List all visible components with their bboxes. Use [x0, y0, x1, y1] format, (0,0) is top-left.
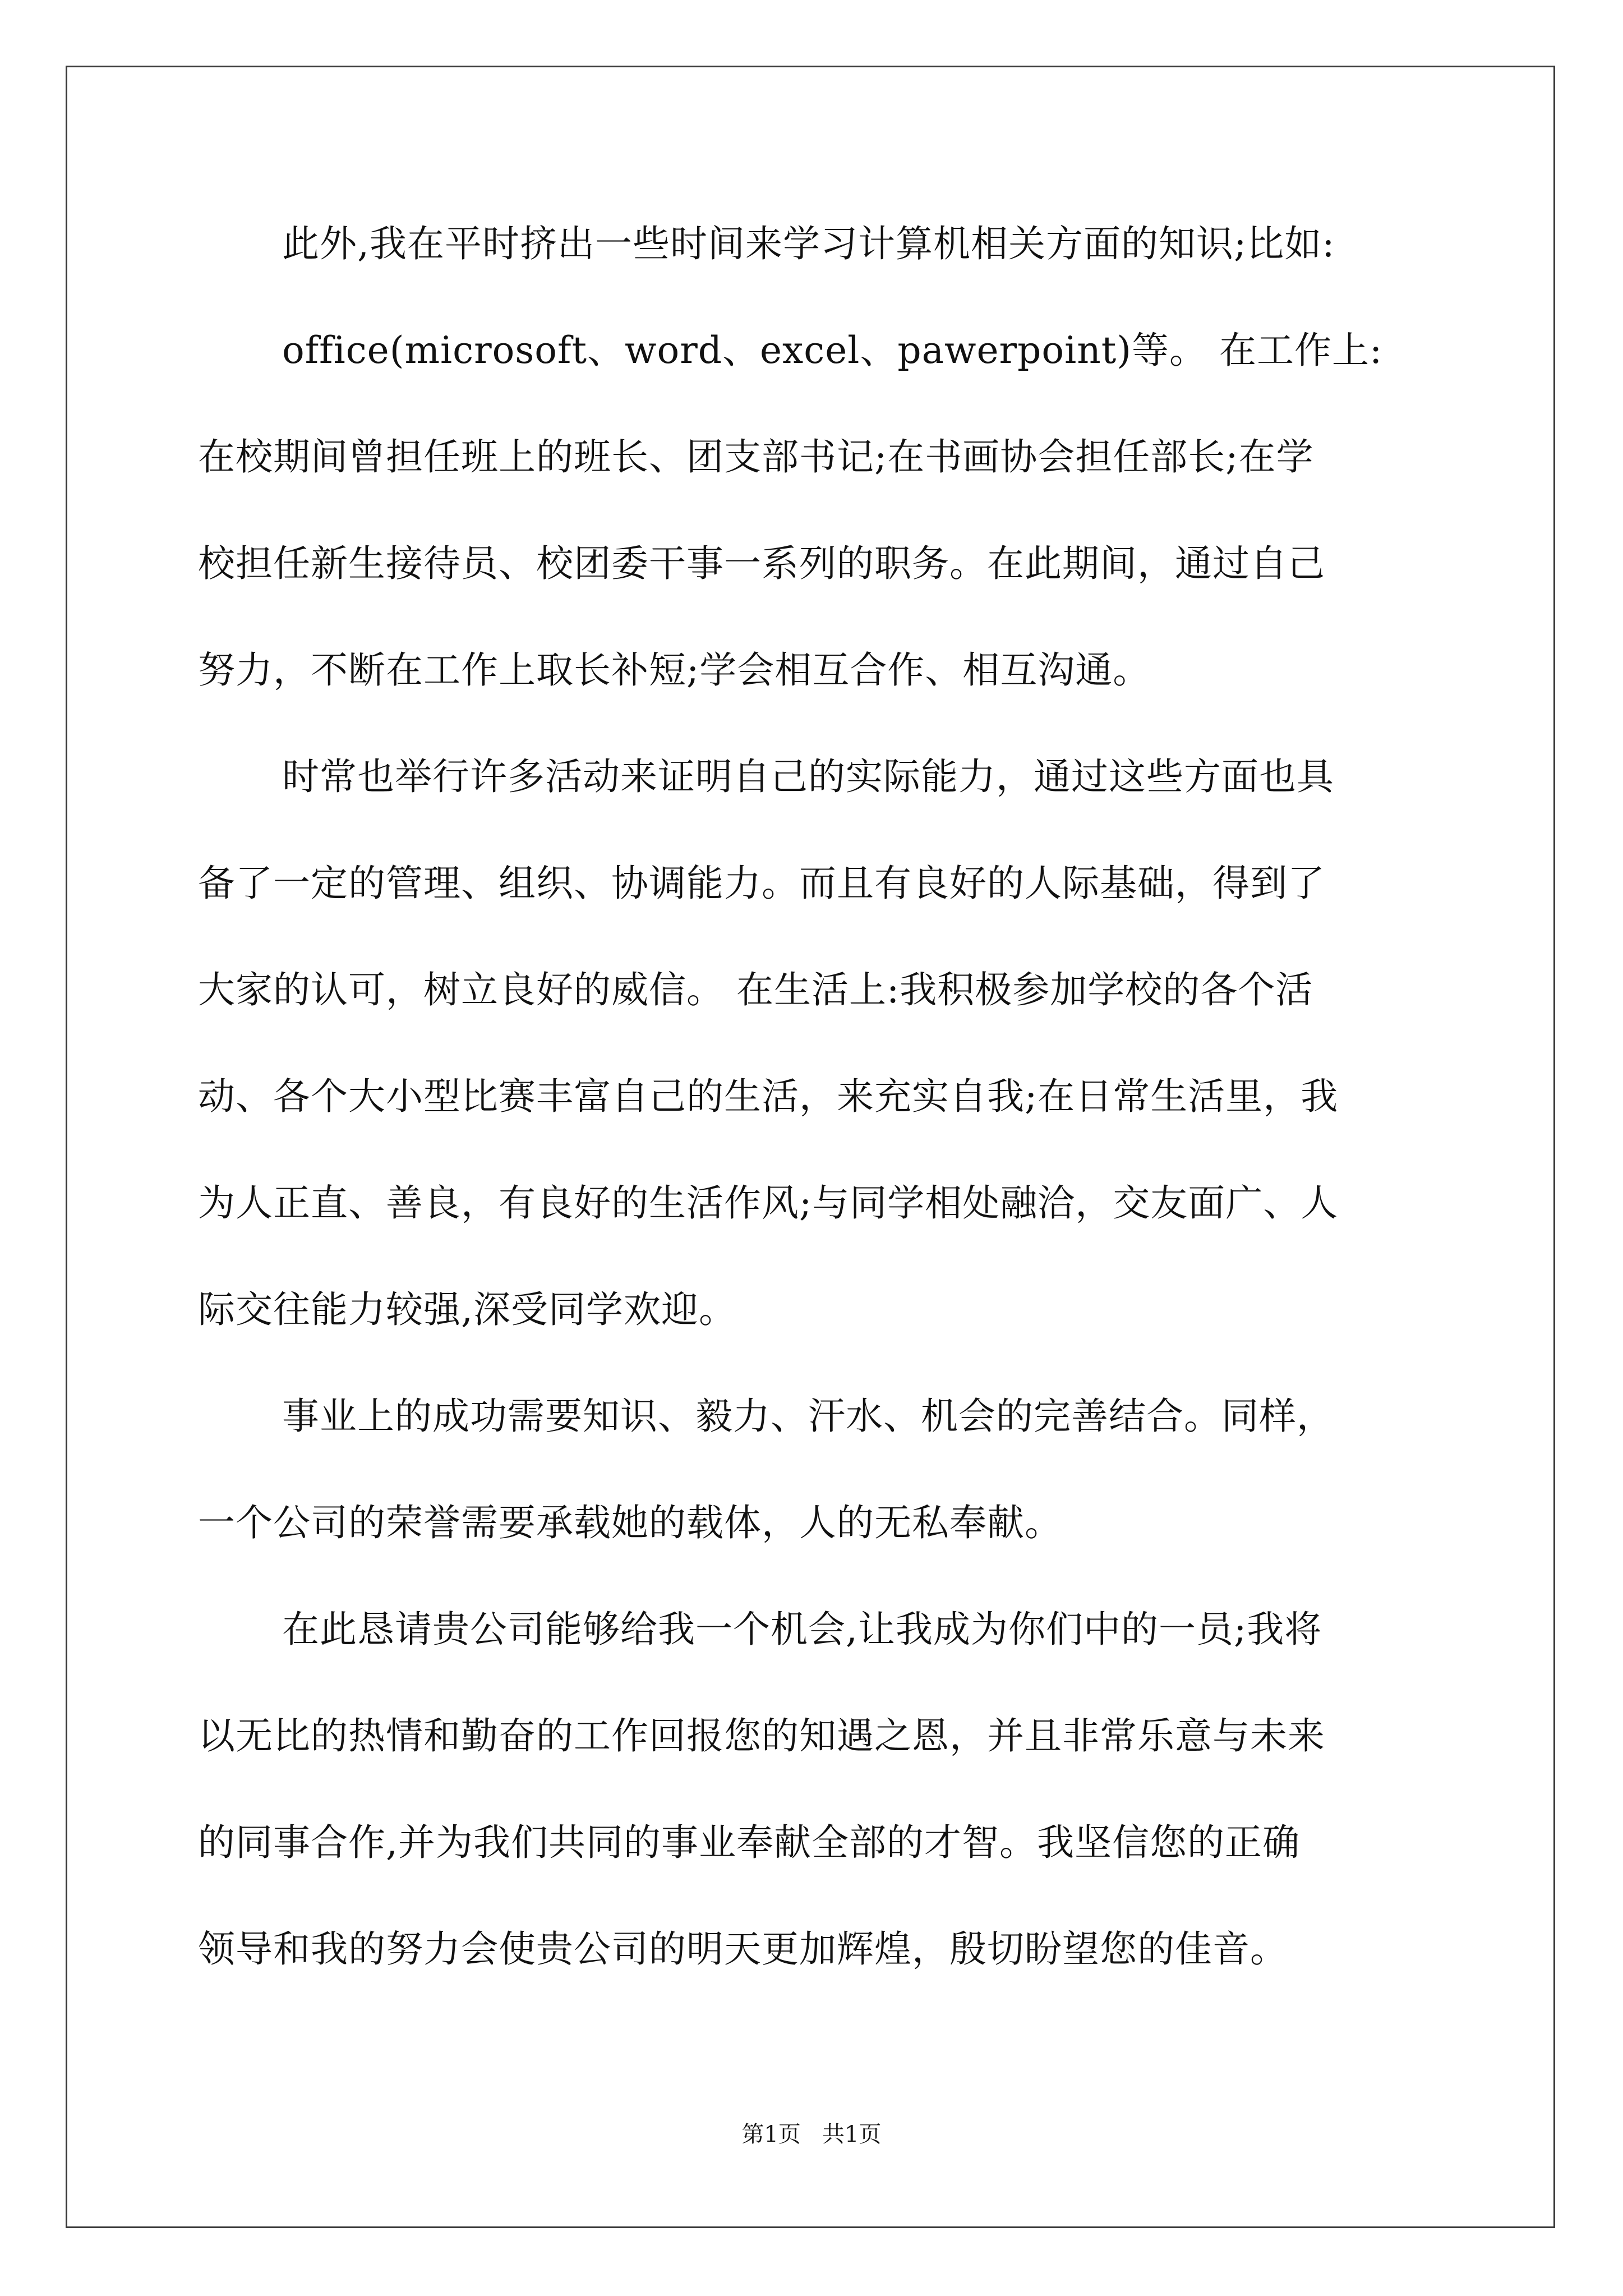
text-line-7: 备了一定的管理、组织、协调能力。而且有良好的人际基础，得到了	[198, 862, 1325, 905]
text-line-1: 此外,我在平时挤出一些时间来学习计算机相关方面的知识;比如:	[282, 222, 1335, 265]
text-line-17: 领导和我的努力会使贵公司的明天更加辉煌，殷切盼望您的佳音。	[198, 1927, 1288, 1971]
text-line-9: 动、各个大小型比赛丰富自己的生活，来充实自我;在日常生活里，我	[198, 1075, 1339, 1118]
text-line-5: 努力，不断在工作上取长补短;学会相互合作、相互沟通。	[198, 648, 1151, 692]
text-line-12: 事业上的成功需要知识、毅力、汗水、机会的完善结合。同样，	[282, 1395, 1334, 1438]
text-line-10: 为人正直、善良，有良好的生活作风;与同学相处融洽，交友面广、人	[198, 1181, 1339, 1225]
page-number-footer: 第1页 共1页	[741, 2122, 882, 2147]
text-line-6: 时常也举行许多活动来证明自己的实际能力，通过这些方面也具	[282, 755, 1334, 798]
text-line-8: 大家的认可，树立良好的威信。 在生活上:我积极参加学校的各个活	[198, 968, 1313, 1011]
text-line-11: 际交往能力较强,深受同学欢迎。	[198, 1288, 736, 1331]
text-line-2: office(microsoft、word、excel、pawerpoint)等。 在工作上:	[282, 329, 1383, 372]
page-border	[66, 66, 1555, 2228]
text-line-4: 校担任新生接待员、校团委干事一系列的职务。在此期间，通过自己	[198, 542, 1325, 585]
text-line-16: 的同事合作,并为我们共同的事业奉献全部的才智。我坚信您的正确	[198, 1821, 1300, 1864]
text-line-14: 在此恳请贵公司能够给我一个机会,让我成为你们中的一员;我将	[282, 1608, 1322, 1651]
text-line-15: 以无比的热情和勤奋的工作回报您的知遇之恩，并且非常乐意与未来	[198, 1714, 1325, 1757]
text-line-3: 在校期间曾担任班上的班长、团支部书记;在书画协会担任部长;在学	[198, 435, 1314, 478]
text-line-13: 一个公司的荣誉需要承载她的载体，人的无私奉献。	[198, 1501, 1062, 1544]
